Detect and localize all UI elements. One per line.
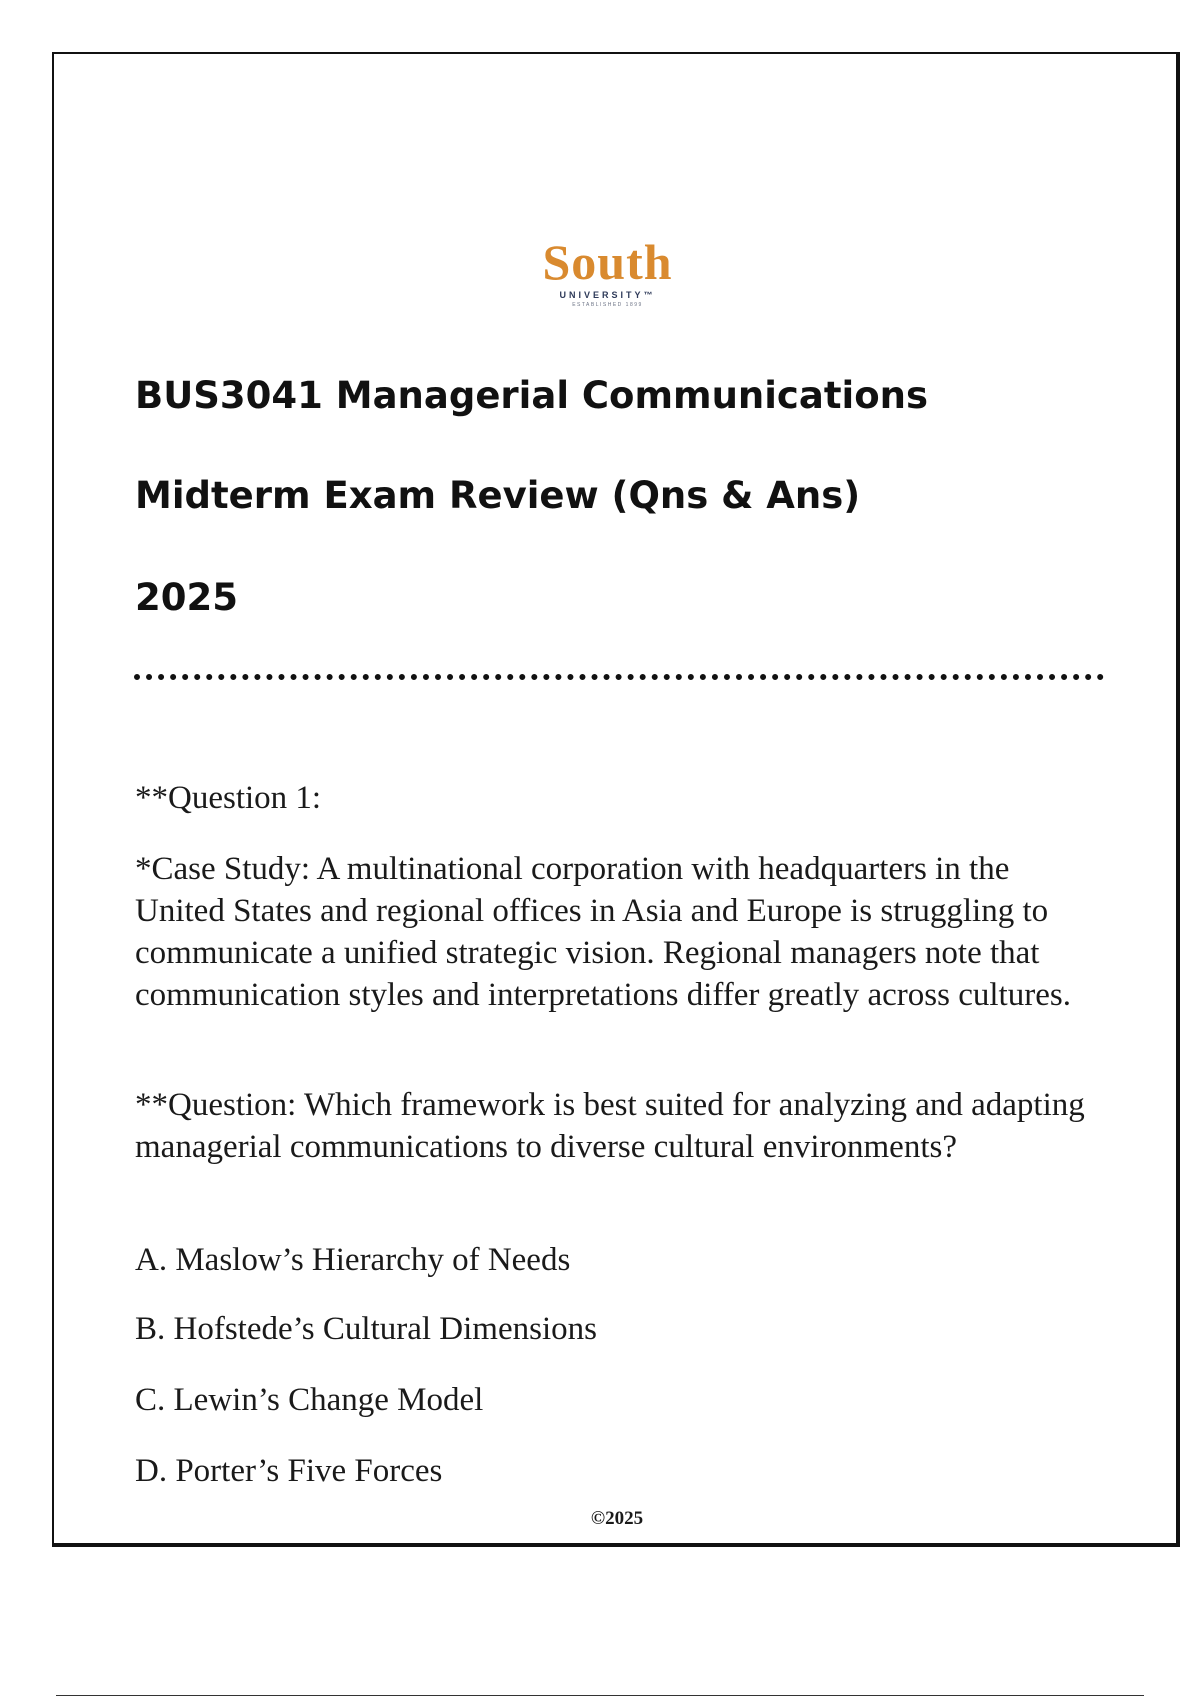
logo-wordmark: South (542, 234, 673, 290)
question-heading: **Question 1: (135, 780, 322, 816)
case-study-text: *Case Study: A multinational corporation with headquarters in the United States and regional offices in Asia and Europe is struggling to communicate a unified strategic vision. Regional managers note that communication styles and interpretations differ greatly across cultures. (135, 851, 1071, 1013)
exam-title: Midterm Exam Review (Qns & Ans) (135, 474, 861, 517)
course-title: BUS3041 Managerial Communications (135, 374, 928, 417)
footer-copyright: ©2025 (590, 1508, 644, 1529)
logo-established: ESTABLISHED 1899 (572, 302, 643, 308)
question-prompt: **Question: Which framework is best suited for analyzing and adapting managerial communications to diverse cultural environments? (135, 1087, 1085, 1165)
university-logo (520, 235, 695, 320)
answer-option-c: C. Lewin’s Change Model (135, 1382, 484, 1418)
answer-option-d: D. Porter’s Five Forces (135, 1453, 443, 1489)
logo-subtitle: UNIVERSITY™ (559, 290, 656, 300)
exam-year: 2025 (135, 576, 238, 619)
answer-option-b: B. Hofstede’s Cultural Dimensions (135, 1311, 597, 1347)
answer-option-a: A. Maslow’s Hierarchy of Needs (135, 1242, 571, 1278)
dotted-divider (134, 674, 1104, 680)
bottom-rule (56, 1695, 1144, 1696)
